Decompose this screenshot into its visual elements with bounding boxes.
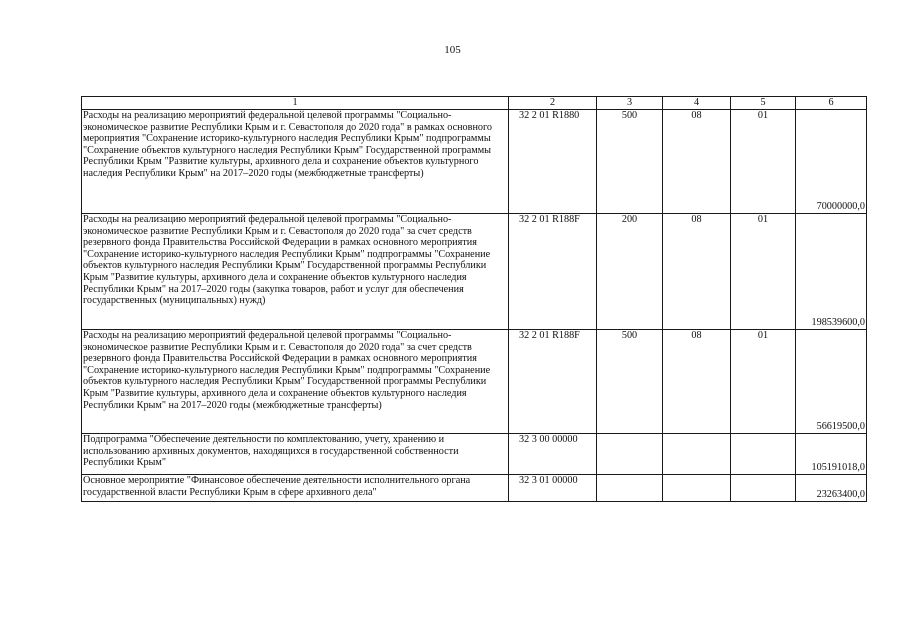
table-row: [82, 330, 867, 434]
row-col4: 08: [663, 330, 731, 434]
header-cell-4: 4: [663, 97, 731, 110]
row-description: Подпрограмма "Обеспечение деятельности по комплектованию, учету, хранению и использованию архивных документов, находящихся в государственной собственности Республики Крым": [82, 434, 509, 475]
row-col5: 01: [731, 214, 796, 330]
row-description: Основное мероприятие "Финансовое обеспечение деятельности исполнительного органа государственной власти Республики Крым в сфере архивного дела": [82, 475, 509, 502]
row-col4: 08: [663, 110, 731, 214]
header-cell-6: 6: [796, 97, 867, 110]
table-row: [82, 475, 867, 502]
table-header-row: [82, 97, 867, 110]
row-description: Расходы на реализацию мероприятий федеральной целевой программы "Социально-экономическое развитие Республики Крым и г. Севастополя до 2020 года" в рамках основного мероприятия "Сохранение историко-культурного наследия Республики Крым" подпрограммы "Сохранение объектов культурного наследия Республики Крым" Государственной программы Республики Крым "Развитие культуры, архивного дела и сохранение объектов культурного наследия Республики Крым" на 2017–2020 годы (межбюджетные трансферты): [82, 110, 509, 214]
table-row: [82, 214, 867, 330]
row-col5: 01: [731, 330, 796, 434]
row-col3: 500: [597, 330, 663, 434]
row-col5: 01: [731, 110, 796, 214]
header-cell-5: 5: [731, 97, 796, 110]
header-cell-2: 2: [509, 97, 597, 110]
page-number: 105: [444, 44, 461, 56]
row-col5: [731, 434, 796, 475]
row-col3: 200: [597, 214, 663, 330]
budget-table: [81, 96, 867, 502]
row-code: 32 2 01 R188F: [509, 214, 597, 330]
row-col4: 08: [663, 214, 731, 330]
row-description: Расходы на реализацию мероприятий федеральной целевой программы "Социально-экономическое развитие Республики Крым и г. Севастополя до 2020 года" за счет средств резервного фонда Правительства Российской Федерации в рамках основного мероприятия "Сохранение историко-культурного наследия Республики Крым" подпрограммы "Сохранение объектов культурного наследия Республики Крым" Государственной программы Республики Крым "Развитие культуры, архивного дела и сохранение объектов культурного наследия Республики Крым" на 2017–2020 годы (закупка товаров, работ и услуг для обеспечения государственных (муниципальных) нужд): [82, 214, 509, 330]
row-amount: 198539600,0: [796, 214, 867, 330]
table-row: [82, 110, 867, 214]
row-col4: [663, 475, 731, 502]
table-row: [82, 434, 867, 475]
row-amount: 56619500,0: [796, 330, 867, 434]
row-code: 32 2 01 R188F: [509, 330, 597, 434]
row-col4: [663, 434, 731, 475]
row-amount: 23263400,0: [796, 475, 867, 502]
row-amount: 70000000,0: [796, 110, 867, 214]
row-code: 32 3 01 00000: [509, 475, 597, 502]
row-amount: 105191018,0: [796, 434, 867, 475]
header-cell-1: 1: [82, 97, 509, 110]
row-code: 32 2 01 R1880: [509, 110, 597, 214]
row-description: Расходы на реализацию мероприятий федеральной целевой программы "Социально-экономическое развитие Республики Крым и г. Севастополя до 2020 года" за счет средств резервного фонда Правительства Российской Федерации в рамках основного мероприятия "Сохранение историко-культурного наследия Республики Крым" подпрограммы "Сохранение объектов культурного наследия Республики Крым" Государственной программы Республики Крым "Развитие культуры, архивного дела и сохранение объектов культурного наследия Республики Крым" на 2017–2020 годы (межбюджетные трансферты): [82, 330, 509, 434]
row-col5: [731, 475, 796, 502]
header-cell-3: 3: [597, 97, 663, 110]
row-col3: [597, 434, 663, 475]
row-col3: [597, 475, 663, 502]
row-col3: 500: [597, 110, 663, 214]
row-code: 32 3 00 00000: [509, 434, 597, 475]
